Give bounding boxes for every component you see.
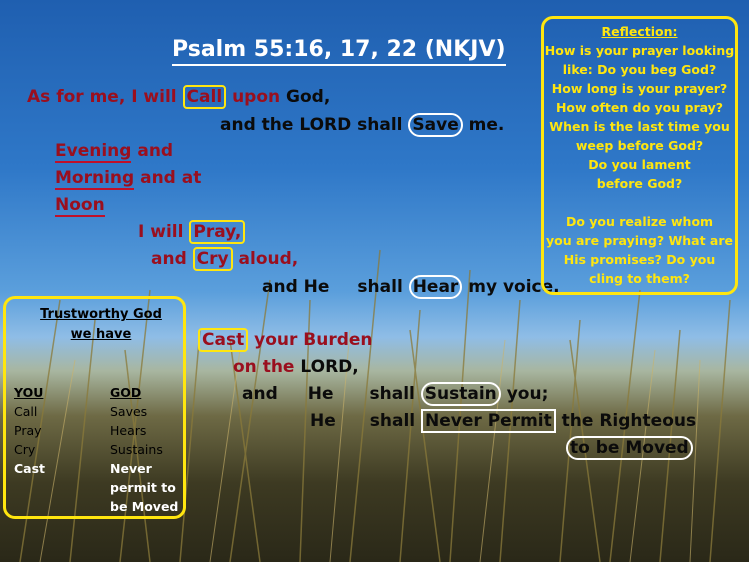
reflection-line: you are praying? What are — [546, 233, 733, 248]
reflection-line: weep before God? — [575, 138, 704, 153]
reflection-line: like: Do you beg God? — [562, 62, 717, 77]
keyword-evening: Evening — [55, 141, 132, 161]
verse-text: and at — [134, 168, 202, 188]
reflection-line: before God? — [596, 176, 683, 191]
verse-text: I will — [138, 222, 190, 242]
verse-text: shall — [369, 411, 422, 431]
god-item: Sustains — [110, 442, 163, 457]
keyword-call: Call — [183, 85, 227, 109]
verse-text: the Righteous — [555, 411, 697, 431]
verse-line-2 — [220, 115, 504, 135]
keyword-morning: Morning — [55, 168, 135, 188]
trustworthy-heading-line-1: Trustworthy God — [40, 307, 162, 322]
reflection-line: When is the last time you — [549, 119, 730, 134]
trustworthy-heading — [28, 305, 174, 345]
god-item: permit to — [110, 480, 176, 495]
verse-line-12 — [310, 411, 696, 431]
reflection-line: Do you lament — [588, 157, 691, 172]
verse-line-13 — [566, 438, 693, 458]
verse-text: and — [131, 141, 174, 161]
god-item: Saves — [110, 404, 148, 419]
keyword-noon: Noon — [55, 195, 105, 215]
keyword-hear: Hear — [409, 275, 463, 299]
verse-text: and — [242, 384, 278, 404]
verse-line-11 — [242, 384, 548, 404]
reflection-line: How often do you pray? — [555, 100, 724, 115]
verse-line-6 — [138, 222, 245, 242]
verse-text: shall — [369, 384, 421, 404]
keyword-save: Save — [408, 113, 462, 137]
verse-line-1 — [27, 87, 330, 107]
reflection-line: Do you realize whom — [565, 214, 714, 229]
you-item: Cast — [14, 461, 46, 476]
you-column — [14, 383, 45, 478]
keyword-cry: Cry — [193, 247, 233, 271]
god-header: GOD — [110, 385, 142, 400]
page-title: Psalm 55:16, 17, 22 (NKJV) — [172, 36, 506, 66]
keyword-moved: to be Moved — [566, 436, 693, 460]
verse-line-3 — [55, 141, 173, 161]
you-item: Cry — [14, 442, 36, 457]
you-item: Call — [14, 404, 38, 419]
verse-text: He — [310, 411, 336, 431]
reflection-heading: Reflection: — [601, 24, 678, 39]
verse-line-5 — [55, 195, 105, 215]
reflection-line: How long is your prayer? — [551, 81, 728, 96]
god-column — [110, 383, 178, 516]
verse-text: and — [151, 249, 193, 269]
reflection-line: His promises? Do you — [563, 252, 716, 267]
verse-line-10 — [233, 357, 359, 377]
god-item: be Moved — [110, 499, 179, 514]
verse-text: and He — [262, 277, 330, 297]
verse-text: upon — [226, 87, 287, 107]
verse-text: shall — [357, 277, 409, 297]
verse-line-9 — [198, 330, 373, 350]
keyword-sustain: Sustain — [421, 382, 501, 406]
keyword-pray: Pray, — [189, 220, 245, 244]
reflection-line: How is your prayer looking — [544, 43, 735, 58]
god-item: Never — [110, 461, 152, 476]
verse-text: me. — [462, 115, 505, 135]
verse-text: your Burden — [248, 330, 373, 350]
keyword-cast: Cast — [198, 328, 248, 352]
verse-text: He — [307, 384, 334, 404]
verse-text: As for me, I will — [27, 87, 183, 107]
reflection-box — [541, 16, 738, 295]
you-header: YOU — [14, 385, 44, 400]
verse-text: God, — [286, 87, 331, 107]
verse-text: my voice. — [462, 277, 560, 297]
verse-line-4 — [55, 168, 201, 188]
god-item: Hears — [110, 423, 147, 438]
verse-line-7 — [151, 249, 298, 269]
trustworthy-god-box — [3, 296, 186, 519]
reflection-spacer — [544, 193, 735, 212]
verse-text: and the LORD shall — [220, 115, 409, 135]
keyword-never-permit: Never Permit — [421, 409, 556, 433]
verse-text: you; — [500, 384, 549, 404]
verse-line-8 — [262, 277, 560, 297]
verse-text: LORD, — [300, 357, 359, 377]
reflection-line: cling to them? — [589, 271, 690, 286]
you-item: Pray — [14, 423, 42, 438]
trustworthy-heading-line-2: we have — [70, 327, 132, 342]
verse-text: on the — [233, 357, 301, 377]
verse-text: aloud, — [232, 249, 299, 269]
